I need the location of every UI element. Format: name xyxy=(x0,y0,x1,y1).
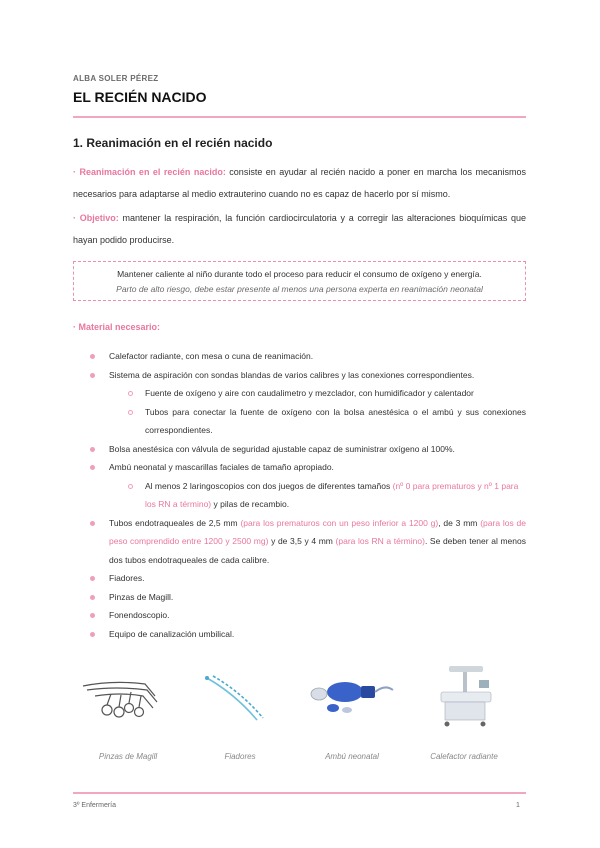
list-item: Ambú neonatal y mascarillas faciales de tamaño apropiado. xyxy=(73,458,526,477)
bullet-icon xyxy=(90,447,95,452)
bullet-icon xyxy=(90,465,95,470)
note-line-1: Mantener caliente al niño durante todo el proceso para reducir el consumo de oxígeno y energía. xyxy=(117,269,482,279)
bullet-icon xyxy=(90,632,95,637)
bullet-icon xyxy=(90,354,95,359)
stylet-image xyxy=(185,662,295,732)
paragraph-label: · Reanimación en el recién nacido: xyxy=(73,167,226,177)
note-box xyxy=(73,261,526,301)
list-item: Calefactor radiante, con mesa o cuna de reanimación. xyxy=(73,347,526,366)
paragraph-reanimacion xyxy=(73,161,526,205)
list-item: Fiadores. xyxy=(73,569,526,588)
figure-caption: Ambú neonatal xyxy=(325,752,379,761)
list-item: Pinzas de Magill. xyxy=(73,588,526,607)
list-item: Al menos 2 laringoscopios con dos juegos de diferentes tamaños (nº 0 para prematuros y nº 1 para los RN a término) y pilas de recambio. xyxy=(73,477,526,514)
bullet-icon xyxy=(90,576,95,581)
bullet-icon xyxy=(90,613,95,618)
list-item: Tubos para conectar la fuente de oxígeno con la bolsa anestésica o el ambú y sus conexiones correspondientes. xyxy=(73,403,526,440)
figure-caption: Calefactor radiante xyxy=(430,752,498,761)
list-item: Tubos endotraqueales de 2,5 mm (para los prematuros con un peso inferior a 1200 g), de 3 mm (para los de peso comprendido entre 1200 y 2500 mg) y de 3,5 y 4 mm (para los RN a término). Se deben tener al menos dos tubos endotraqueales de cada calibre. xyxy=(73,514,526,570)
paragraph-text: consiste en ayudar al recién nacido a poner en marcha los mecanismos necesarios para adaptarse al medio extrauterino cuando no es capaz de hacerlo por sí mismo. xyxy=(73,167,527,199)
bullet-icon xyxy=(90,595,95,600)
material-heading: · Material necesario: xyxy=(73,322,161,332)
footer-rule xyxy=(73,792,526,794)
figure-caption: Fiadores xyxy=(224,752,256,761)
radiant-warmer-image xyxy=(409,662,519,732)
footer-course: 3º Enfermería xyxy=(73,802,117,809)
page-number: 1 xyxy=(516,802,520,809)
figures-row xyxy=(73,662,526,772)
paragraph-text: mantener la respiración, la función cardiocirculatoria y a corregir las alteraciones bioquímicas que hayan podido producirse. xyxy=(73,213,527,245)
circle-bullet-icon xyxy=(128,410,133,415)
list-item: Sistema de aspiración con sondas blandas de varios calibres y las conexiones correspondientes. xyxy=(73,366,526,385)
author-name: ALBA SOLER PÉREZ xyxy=(73,74,159,83)
paragraph-label: · Objetivo: xyxy=(73,213,119,223)
ambu-bag-image xyxy=(297,662,407,732)
magill-forceps-image xyxy=(73,662,183,732)
section-heading: 1. Reanimación en el recién nacido xyxy=(73,136,273,150)
bullet-icon xyxy=(90,521,95,526)
note-line-2: Parto de alto riesgo, debe estar presente al menos una persona experta en reanimación neonatal xyxy=(116,284,483,294)
list-item: Fonendoscopio. xyxy=(73,606,526,625)
figure-caption: Pinzas de Magill xyxy=(98,752,158,761)
list-item: Fuente de oxígeno y aire con caudalimetro y mezclador, con humidificador y calentador xyxy=(73,384,526,403)
figure-ambu xyxy=(297,662,407,767)
figure-fiadores xyxy=(185,662,295,767)
bullet-icon xyxy=(90,373,95,378)
figure-calefactor xyxy=(409,662,519,767)
list-item: Bolsa anestésica con válvula de seguridad ajustable capaz de suministrar oxígeno al 100%. xyxy=(73,440,526,459)
circle-bullet-icon xyxy=(128,484,133,489)
paragraph-objetivo xyxy=(73,207,526,251)
title-rule xyxy=(73,116,526,118)
page-title: EL RECIÉN NACIDO xyxy=(73,89,207,105)
figure-pinzas xyxy=(73,662,183,767)
material-list xyxy=(73,347,526,643)
list-item: Equipo de canalización umbilical. xyxy=(73,625,526,644)
circle-bullet-icon xyxy=(128,391,133,396)
